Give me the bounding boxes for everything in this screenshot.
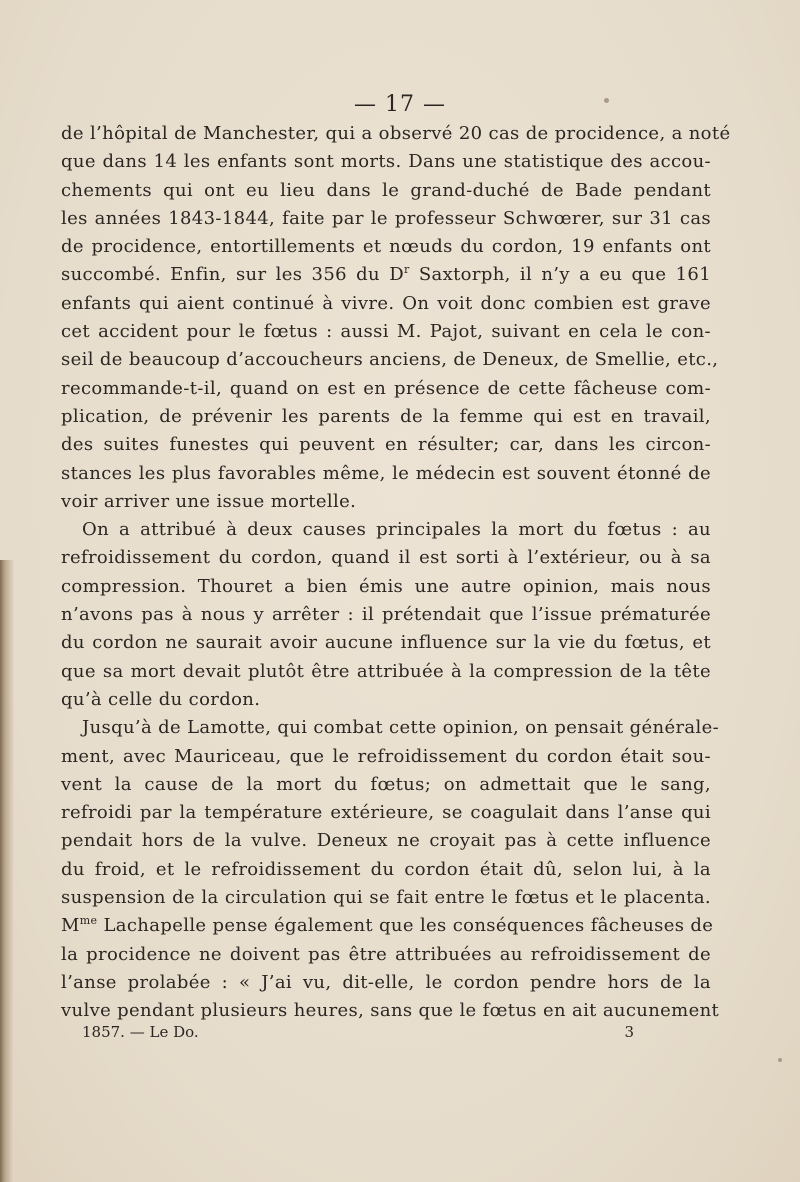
text-line: chements qui ont eu lieu dans le grand-duché de Bade pendant	[61, 179, 711, 201]
text-line: seil de beaucoup d’accoucheurs anciens, de Deneux, de Smellie, etc.,	[61, 349, 719, 371]
text-segment: Saxtorph, il n’y a eu que 161	[409, 264, 712, 286]
text-line: des suites funestes qui peuvent en résulter; car, dans les circon-	[61, 434, 711, 456]
text-line: de procidence, entortillements et nœuds du cordon, 19 enfants ont	[61, 236, 711, 258]
text-line: ment, avec Mauriceau, que le refroidissement du cordon était sou-	[61, 745, 711, 767]
text-line: voir arriver une issue mortelle.	[61, 490, 357, 512]
text-line	[61, 261, 711, 289]
text-line: recommande-t-il, quand on est en présence de cette fâcheuse com-	[61, 377, 711, 399]
text-line: plication, de prévenir les parents de la femme qui est en travail,	[61, 405, 711, 427]
text-segment: Lachapelle pense également que les conséquences fâcheuses de	[97, 915, 714, 937]
text-line	[61, 912, 714, 940]
text-line: enfants qui aient continué à vivre. On voit donc combien est grave	[61, 292, 711, 314]
page-binding-edge	[0, 560, 14, 1182]
text-line: du froid, et le refroidissement du cordon était dû, selon lui, à la	[61, 858, 711, 880]
footer-signature: 1857. — Le Do.	[82, 1023, 199, 1041]
text-line: cet accident pour le fœtus : aussi M. Pajot, suivant en cela le con-	[61, 321, 711, 343]
body-text	[61, 120, 731, 1026]
text-segment: succombé. Enfin, sur les 356 du D	[61, 264, 404, 286]
text-line: On a attribué à deux causes principales la mort du fœtus : au	[82, 519, 711, 541]
page-number: — 17 —	[354, 92, 446, 117]
text-line: du cordon ne saurait avoir aucune influence sur la vie du fœtus, et	[61, 632, 711, 654]
text-line: les années 1843-1844, faite par le professeur Schwœrer, sur 31 cas	[61, 207, 711, 229]
paper-speck	[778, 1058, 782, 1062]
text-line: suspension de la circulation qui se fait entre le fœtus et le placenta.	[61, 887, 711, 909]
text-line: de l’hôpital de Manchester, qui a observé 20 cas de procidence, a noté	[61, 123, 731, 144]
page-footer	[82, 1023, 634, 1041]
text-line: vulve pendant plusieurs heures, sans que le fœtus en ait aucunement	[61, 1000, 720, 1022]
text-line: que dans 14 les enfants sont morts. Dans une statistique des accou-	[61, 151, 711, 173]
text-line: compression. Thouret a bien émis une autre opinion, mais nous	[61, 575, 711, 597]
superscript: me	[79, 914, 98, 928]
text-line: n’avons pas à nous y arrêter : il prétendait que l’issue prématurée	[61, 604, 711, 626]
text-line: que sa mort devait plutôt être attribuée à la compression de la tête	[61, 660, 711, 682]
text-line: stances les plus favorables même, le médecin est souvent étonné de	[61, 462, 711, 484]
text-line: refroidi par la température extérieure, se coagulait dans l’anse qui	[61, 802, 711, 824]
superscript: r	[404, 263, 410, 277]
text-line: qu’à celle du cordon.	[61, 688, 261, 710]
text-line: refroidissement du cordon, quand il est sorti à l’extérieur, ou à sa	[61, 547, 711, 569]
text-line: l’anse prolabée : « J’ai vu, dit-elle, le cordon pendre hors de la	[61, 971, 711, 993]
text-line: vent la cause de la mort du fœtus; on admettait que le sang,	[61, 773, 711, 795]
text-line: la procidence ne doivent pas être attribuées au refroidissement de	[61, 943, 711, 965]
text-line: pendait hors de la vulve. Deneux ne croyait pas à cette influence	[61, 830, 711, 852]
text-segment: M	[61, 915, 80, 937]
text-line: Jusqu’à de Lamotte, qui combat cette opinion, on pensait générale-	[82, 717, 720, 739]
footer-sheet-number: 3	[624, 1023, 634, 1041]
